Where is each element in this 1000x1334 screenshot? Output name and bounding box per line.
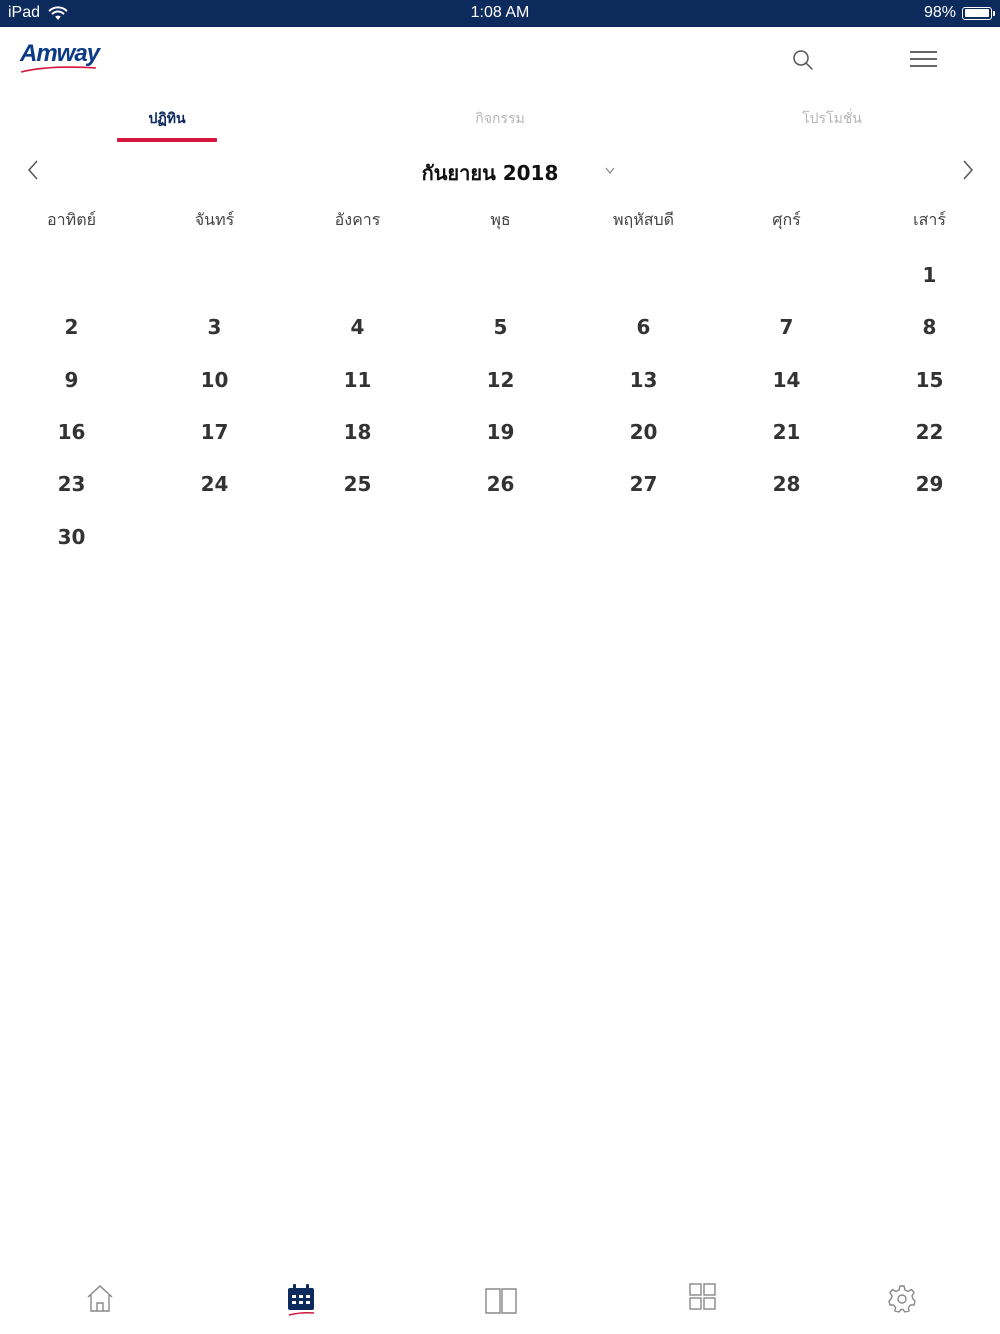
book-icon: [481, 1279, 521, 1319]
weekday-label: พฤหัสบดี: [612, 210, 675, 229]
calendar-day[interactable]: 2: [64, 315, 79, 340]
calendar-day[interactable]: 9: [64, 367, 79, 392]
calendar-day[interactable]: 5: [493, 315, 508, 340]
calendar-day[interactable]: 30: [57, 524, 86, 549]
calendar-day-grid: [0, 258, 1000, 578]
tab-calendar[interactable]: ปฏิทิน: [148, 111, 186, 127]
calendar-day[interactable]: 20: [629, 419, 658, 444]
previous-month-button[interactable]: [22, 158, 46, 182]
amway-logo[interactable]: [20, 41, 99, 67]
calendar-day[interactable]: 18: [343, 419, 372, 444]
weekday-label: จันทร์: [194, 210, 235, 229]
status-bar: [0, 0, 1000, 27]
weekday-label: ศุกร์: [772, 210, 801, 229]
weekday-label: เสาร์: [913, 210, 946, 229]
next-month-button[interactable]: [955, 158, 979, 182]
calendar-day[interactable]: 29: [915, 472, 944, 497]
nav-catalog-button[interactable]: [481, 1279, 521, 1319]
calendar-day[interactable]: 21: [772, 419, 801, 444]
grid-icon: [682, 1279, 722, 1319]
calendar-day[interactable]: 3: [207, 315, 222, 340]
calendar-day[interactable]: 14: [772, 367, 801, 392]
logo-swoosh-icon: [20, 65, 98, 73]
calendar-icon: [281, 1279, 321, 1319]
calendar-day[interactable]: 26: [486, 472, 515, 497]
bottom-navigation: [0, 1265, 1000, 1334]
month-navigation: [0, 150, 1000, 190]
tab-bar: [0, 100, 1000, 146]
weekday-label: อาทิตย์: [47, 210, 96, 229]
menu-button[interactable]: [904, 47, 944, 73]
chevron-left-icon: [22, 158, 46, 182]
app-header: [0, 27, 1000, 91]
calendar-day[interactable]: 6: [636, 315, 651, 340]
settings-gear-icon: [882, 1279, 922, 1319]
home-icon: [80, 1279, 120, 1319]
weekday-label: พุธ: [490, 210, 511, 229]
nav-apps-button[interactable]: [682, 1279, 722, 1319]
battery-icon: [962, 7, 992, 20]
logo-text: Amway: [20, 40, 100, 67]
weekday-label: อังคาร: [334, 210, 381, 229]
nav-settings-button[interactable]: [882, 1279, 922, 1319]
calendar-day[interactable]: 16: [57, 419, 86, 444]
hamburger-menu-icon: [904, 47, 944, 73]
calendar-day[interactable]: 13: [629, 367, 658, 392]
nav-home-button[interactable]: [80, 1279, 120, 1319]
tab-events[interactable]: กิจกรรม: [475, 111, 525, 127]
calendar-day[interactable]: 8: [922, 315, 937, 340]
calendar-day[interactable]: 7: [779, 315, 794, 340]
calendar-day[interactable]: 24: [200, 472, 229, 497]
search-button[interactable]: [790, 47, 816, 73]
calendar-day[interactable]: 15: [915, 367, 944, 392]
battery-percent: 98%: [923, 4, 956, 21]
calendar-day[interactable]: 4: [350, 315, 365, 340]
calendar-day[interactable]: 10: [200, 367, 229, 392]
chevron-right-icon: [955, 158, 979, 182]
calendar-day[interactable]: 22: [915, 419, 944, 444]
active-tab-indicator: [117, 138, 217, 142]
search-icon: [790, 47, 816, 73]
calendar-day[interactable]: 28: [772, 472, 801, 497]
nav-calendar-button[interactable]: [281, 1279, 321, 1319]
status-right: [924, 4, 992, 22]
weekday-header-row: [0, 208, 1000, 238]
calendar-day[interactable]: 27: [629, 472, 658, 497]
chevron-down-icon: [603, 165, 617, 177]
calendar-day[interactable]: 12: [486, 367, 515, 392]
calendar-day[interactable]: 25: [343, 472, 372, 497]
calendar-day[interactable]: 11: [343, 367, 372, 392]
calendar-day[interactable]: 19: [486, 419, 515, 444]
status-time: 1:08 AM: [470, 4, 530, 21]
device-label: iPad: [8, 4, 41, 21]
calendar-day[interactable]: 23: [57, 472, 86, 497]
calendar-day[interactable]: 17: [200, 419, 229, 444]
month-dropdown-button[interactable]: [603, 162, 617, 174]
calendar-day[interactable]: 1: [922, 263, 937, 287]
month-title[interactable]: กันยายน 2018: [421, 161, 559, 185]
battery-fill: [965, 9, 990, 17]
tab-promotions[interactable]: โปรโมชั่น: [802, 111, 862, 127]
